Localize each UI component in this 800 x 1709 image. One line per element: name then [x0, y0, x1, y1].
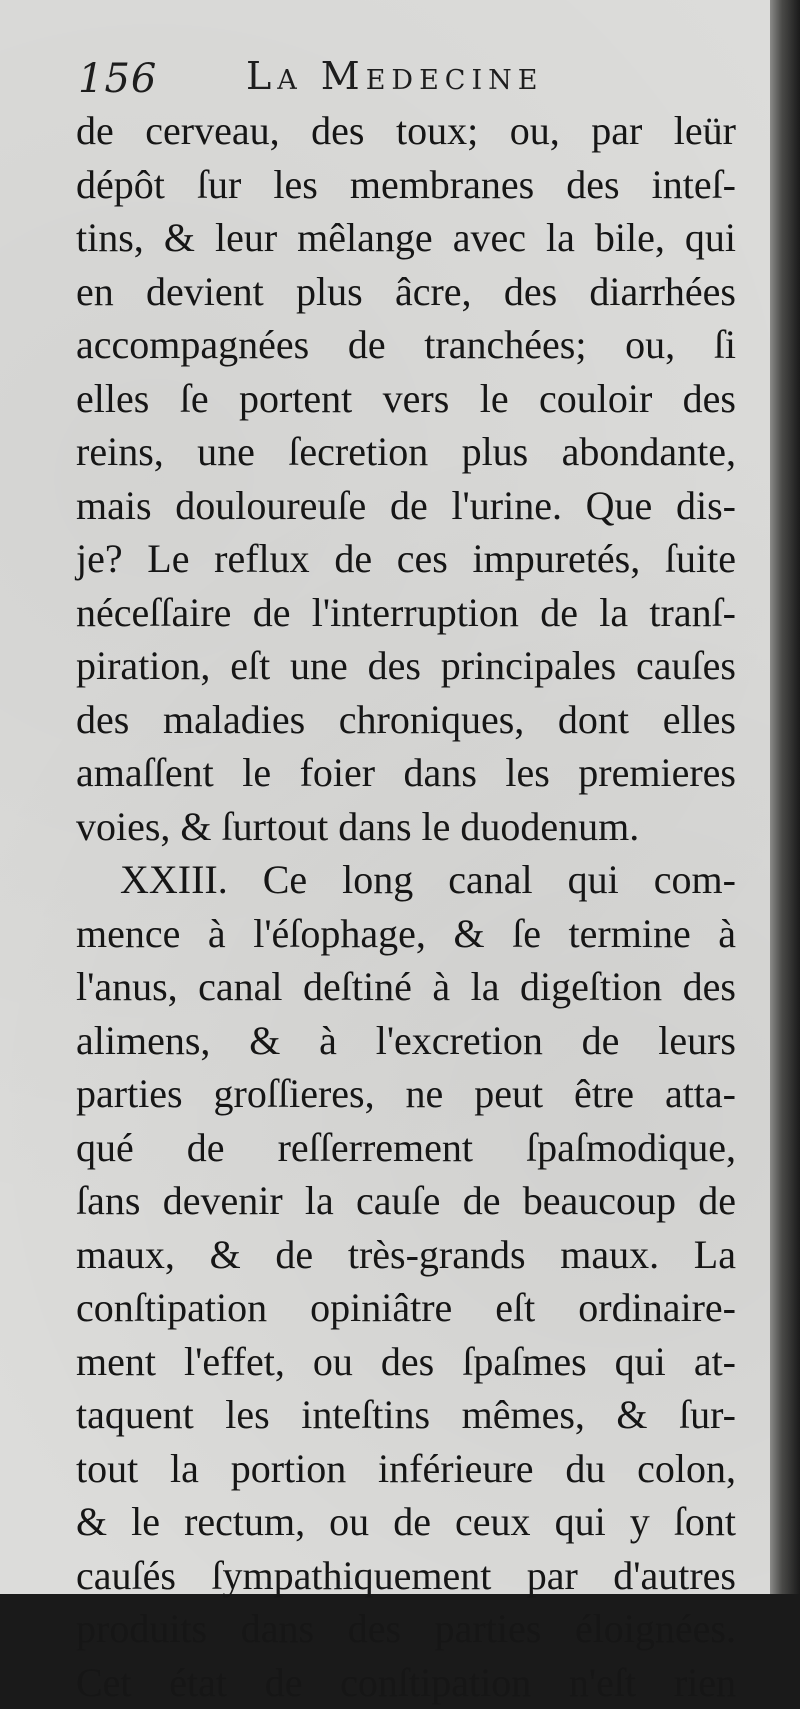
text-line: qué de reſſerrement ſpaſmodique, [76, 1121, 736, 1175]
text-line: piration, eſt une des principales cauſes [76, 639, 736, 693]
text-line: elles ſe portent vers le couloir des [76, 372, 736, 426]
text-line: ſans devenir la cauſe de beaucoup de [76, 1174, 736, 1228]
text-line: je? Le reflux de ces impuretés, ſuite [76, 532, 736, 586]
page-edge-shadow [770, 0, 800, 1594]
text-line: en devient plus âcre, des diarrhées [76, 265, 736, 319]
text-line: l'anus, canal deſtiné à la digeſtion des [76, 960, 736, 1014]
text-line: tout la portion inférieure du colon, [76, 1442, 736, 1496]
text-line: voies, & ſurtout dans le duodenum. [76, 800, 736, 854]
text-line: de cerveau, des toux; ou, par leür [76, 104, 736, 158]
text-line: taquent les inteſtins mêmes, & ſur- [76, 1388, 736, 1442]
text-line: mais douloureuſe de l'urine. Que dis- [76, 479, 736, 533]
text-line: mence à l'éſophage, & ſe termine à [76, 907, 736, 961]
text-line: XXIII. Ce long canal qui com- [76, 853, 736, 907]
text-line: ment l'effet, ou des ſpaſmes qui at- [76, 1335, 736, 1389]
text-line: tins, & leur mêlange avec la bile, qui [76, 211, 736, 265]
text-line: des maladies chroniques, dont elles [76, 693, 736, 747]
page-header [78, 48, 738, 108]
text-line: amaſſent le foier dans les premieres [76, 746, 736, 800]
text-line: néceſſaire de l'interruption de la tranſ- [76, 586, 736, 640]
page-number: 156 [78, 56, 157, 102]
text-line: parties groſſieres, ne peut être atta- [76, 1067, 736, 1121]
running-head: La Medecine [246, 54, 543, 98]
text-line: produits dans des parties éloignées. [76, 1602, 736, 1656]
text-line: conſtipation opiniâtre eſt ordinaire- [76, 1281, 736, 1335]
text-line: dépôt ſur les membranes des inteſ- [76, 158, 736, 212]
body-text [76, 104, 736, 1709]
text-line: accompagnées de tranchées; ou, ſi [76, 318, 736, 372]
text-line: maux, & de très-grands maux. La [76, 1228, 736, 1282]
text-line: cauſés ſympathiquement par d'autres [76, 1549, 736, 1603]
text-line: reins, une ſecretion plus abondante, [76, 425, 736, 479]
text-line: & le rectum, ou de ceux qui y ſont [76, 1495, 736, 1549]
text-line: alimens, & à l'excretion de leurs [76, 1014, 736, 1068]
text-line: Cet état de conſtipation n'eſt rien [76, 1656, 736, 1709]
